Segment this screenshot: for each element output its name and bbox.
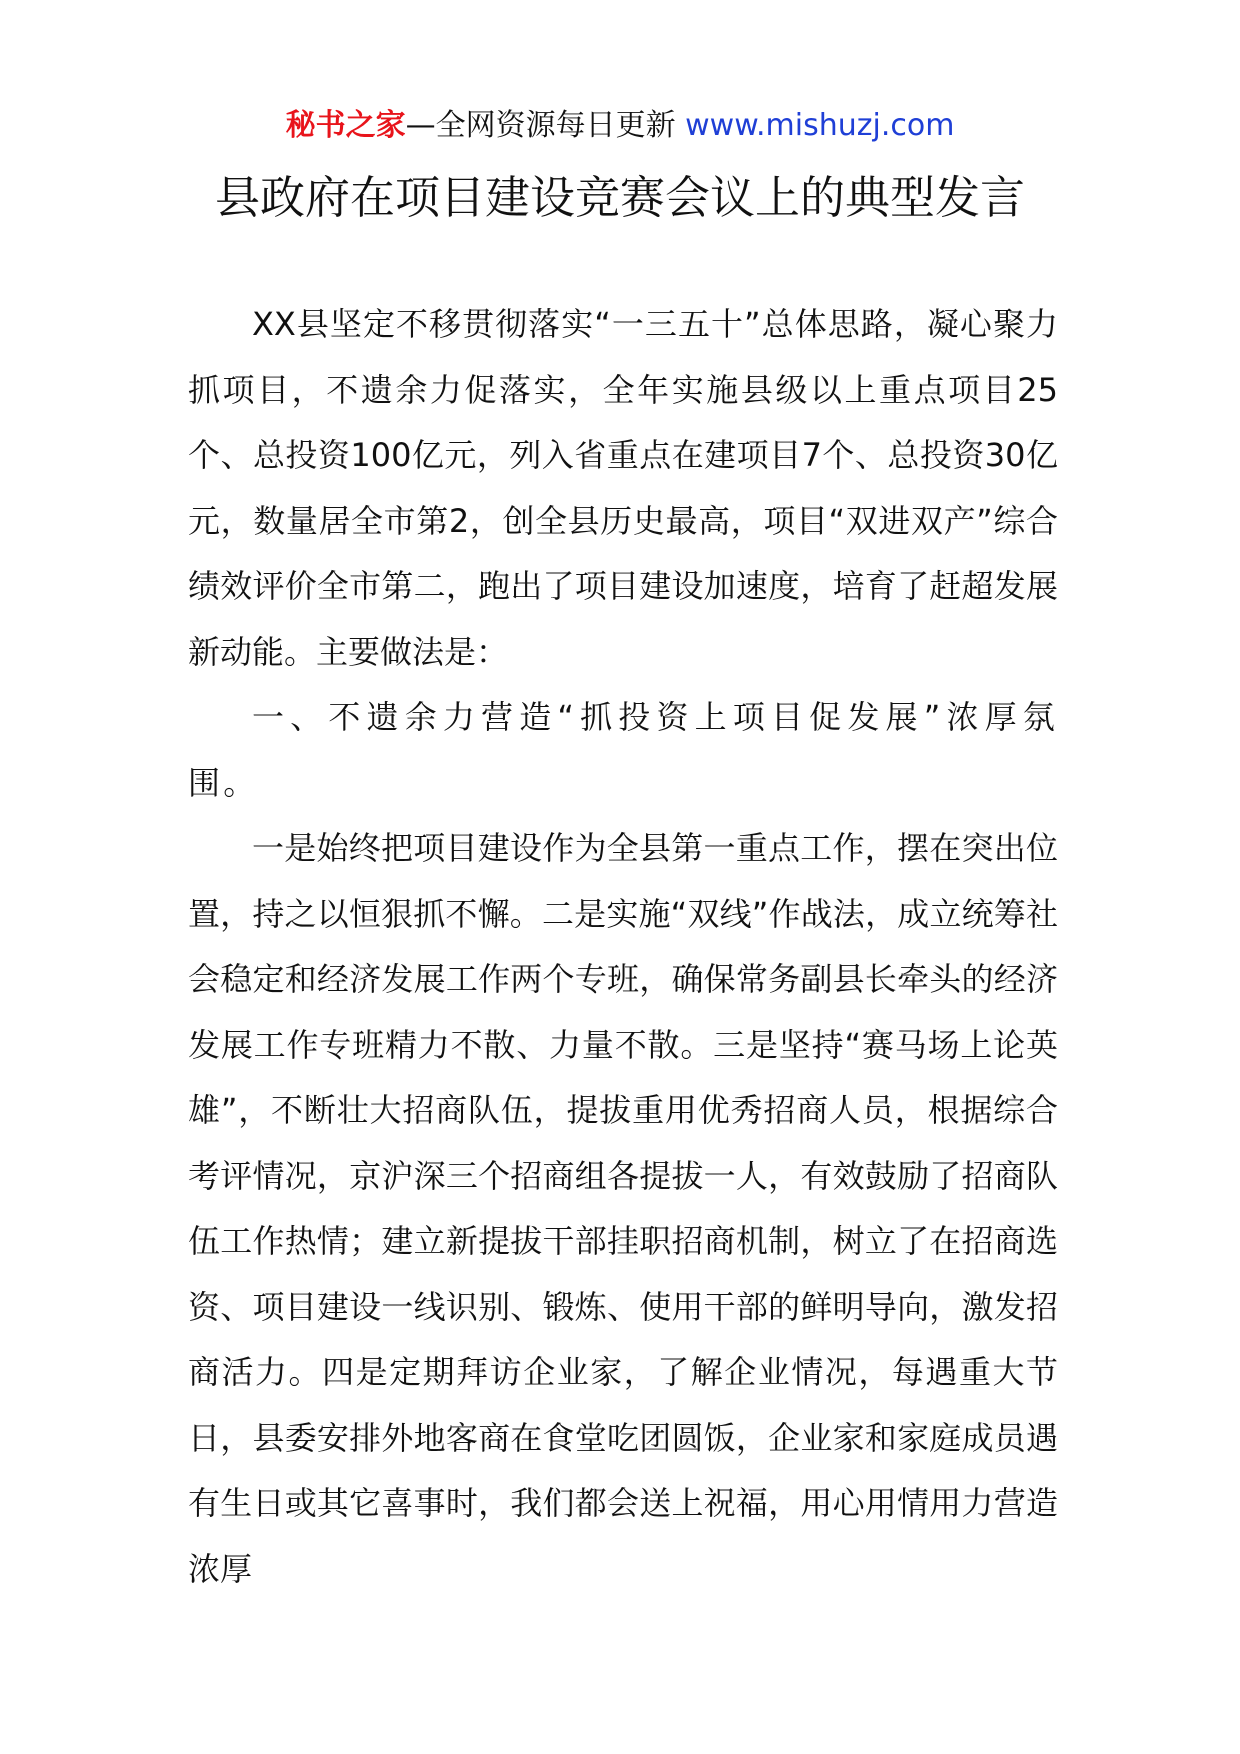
site-banner [0, 104, 1240, 148]
brand-name: 秘书之家 [285, 108, 406, 143]
intro-paragraph: XX县坚定不移贯彻落实“一三五十”总体思路，凝心聚力抓项目，不遗余力促落实，全年实施县级以上重点项目25个、总投资100亿元，列入省重点在建项目7个、总投资30亿元，数量居全市第2，创全县历史最高，项目“双进双产”综合绩效评价全市第二，跑出了项目建设加速度，培育了赶超发展新动能。主要做法是： [188, 305, 1058, 671]
banner-tagline: —全网资源每日更新 [405, 108, 686, 143]
section-heading-1: 一、不遗余力营造“抓投资上项目促发展”浓厚氛围。 [188, 698, 1058, 802]
section-1-paragraph: 一是始终把项目建设作为全县第一重点工作，摆在突出位置，持之以恒狠抓不懈。二是实施“双线”作战法，成立统筹社会稳定和经济发展工作两个专班，确保常务副县长牵头的经济发展工作专班精力不散、力量不散。三是坚持“赛马场上论英雄”，不断壮大招商队伍，提拔重用优秀招商人员，根据综合考评情况，京沪深三个招商组各提拔一人，有效鼓励了招商队伍工作热情；建立新提拔干部挂职招商机制，树立了在招商选资、项目建设一线识别、锻炼、使用干部的鲜明导向，激发招商活力。四是定期拜访企业家，了解企业情况，每遇重大节日，县委安排外地客商在食堂吃团圆饭，企业家和家庭成员遇有生日或其它喜事时，我们都会送上祝福，用心用情用力营造浓厚 [188, 829, 1058, 1588]
site-url: www.mishuzj.com [685, 108, 955, 143]
document-title: 县政府在项目建设竞赛会议上的典型发言 [214, 171, 1025, 224]
document-body [188, 292, 1058, 1602]
